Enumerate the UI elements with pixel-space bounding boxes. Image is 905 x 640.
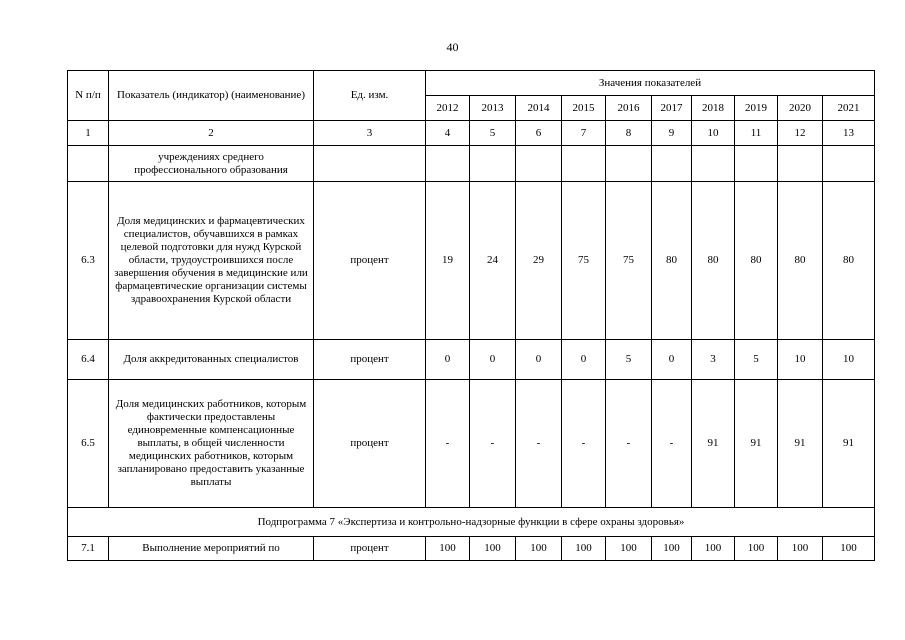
row-value: 75 <box>562 182 606 340</box>
row-value: 91 <box>823 380 875 508</box>
table-row <box>68 537 875 561</box>
row-number: 6.3 <box>68 182 109 340</box>
row-value <box>516 146 562 182</box>
row-number: 6.4 <box>68 340 109 380</box>
year-header: 2021 <box>823 96 875 121</box>
subprogram-row <box>68 508 875 537</box>
row-value: 100 <box>562 537 606 561</box>
column-number: 9 <box>652 121 692 146</box>
row-unit: процент <box>314 537 426 561</box>
indicators-table <box>67 70 875 561</box>
row-indicator-name: учреждениях среднего профессионального образования <box>109 146 314 182</box>
row-value: 0 <box>426 340 470 380</box>
year-header: 2014 <box>516 96 562 121</box>
row-value: 100 <box>426 537 470 561</box>
row-value: 80 <box>735 182 778 340</box>
column-number: 6 <box>516 121 562 146</box>
header-num: N п/п <box>68 71 109 121</box>
row-value <box>823 146 875 182</box>
row-value: 0 <box>470 340 516 380</box>
column-number: 7 <box>562 121 606 146</box>
row-value: 10 <box>778 340 823 380</box>
row-unit <box>314 146 426 182</box>
row-value: 91 <box>778 380 823 508</box>
row-value <box>735 146 778 182</box>
column-number: 13 <box>823 121 875 146</box>
row-value: 10 <box>823 340 875 380</box>
row-value: - <box>562 380 606 508</box>
column-number: 10 <box>692 121 735 146</box>
column-number: 11 <box>735 121 778 146</box>
row-value: 91 <box>735 380 778 508</box>
year-header: 2012 <box>426 96 470 121</box>
column-number: 4 <box>426 121 470 146</box>
row-value: 80 <box>778 182 823 340</box>
year-header: 2019 <box>735 96 778 121</box>
row-value: 80 <box>692 182 735 340</box>
row-value <box>562 146 606 182</box>
year-header: 2016 <box>606 96 652 121</box>
row-value <box>652 146 692 182</box>
row-value: 5 <box>735 340 778 380</box>
table-row <box>68 340 875 380</box>
table-row <box>68 146 875 182</box>
row-value: 100 <box>606 537 652 561</box>
header-indicator: Показатель (индикатор) (наименование) <box>109 71 314 121</box>
row-value: 0 <box>516 340 562 380</box>
row-number: 7.1 <box>68 537 109 561</box>
row-indicator-name: Выполнение мероприятий по <box>109 537 314 561</box>
row-value: 24 <box>470 182 516 340</box>
row-value: 0 <box>562 340 606 380</box>
row-value: 0 <box>652 340 692 380</box>
row-value: 100 <box>735 537 778 561</box>
row-unit: процент <box>314 182 426 340</box>
row-value: 80 <box>823 182 875 340</box>
year-header: 2015 <box>562 96 606 121</box>
row-value <box>778 146 823 182</box>
header-unit: Ед. изм. <box>314 71 426 121</box>
row-value: - <box>652 380 692 508</box>
row-value: 100 <box>652 537 692 561</box>
row-value: - <box>606 380 652 508</box>
row-value: 75 <box>606 182 652 340</box>
column-number: 8 <box>606 121 652 146</box>
row-value: 3 <box>692 340 735 380</box>
row-value <box>692 146 735 182</box>
row-number: 6.5 <box>68 380 109 508</box>
row-value <box>426 146 470 182</box>
column-number: 1 <box>68 121 109 146</box>
row-value: 5 <box>606 340 652 380</box>
year-header: 2018 <box>692 96 735 121</box>
row-value: 80 <box>652 182 692 340</box>
row-indicator-name: Доля медицинских работников, которым фактически предоставлены единовременные компенсационные выплаты, в общей численности медицинских работников, которым запланировано предоставить указанные выплаты <box>109 380 314 508</box>
year-header: 2013 <box>470 96 516 121</box>
column-number: 3 <box>314 121 426 146</box>
table-row <box>68 182 875 340</box>
row-indicator-name: Доля медицинских и фармацевтических специалистов, обучавшихся в рамках целевой подготовки для нужд Курской области, трудоустроившихся после завершения обучения в медицинские или фармацевтические организации системы здравоохранения Курской области <box>109 182 314 340</box>
row-unit: процент <box>314 340 426 380</box>
row-value: - <box>516 380 562 508</box>
column-number: 5 <box>470 121 516 146</box>
row-value: - <box>426 380 470 508</box>
row-value <box>606 146 652 182</box>
row-unit: процент <box>314 380 426 508</box>
table-row <box>68 380 875 508</box>
row-value: 100 <box>778 537 823 561</box>
row-value: - <box>470 380 516 508</box>
row-value <box>470 146 516 182</box>
column-number: 2 <box>109 121 314 146</box>
header-values-title: Значения показателей <box>426 71 875 96</box>
row-value: 100 <box>516 537 562 561</box>
row-value: 29 <box>516 182 562 340</box>
subprogram-title: Подпрограмма 7 «Экспертиза и контрольно-надзорные функции в сфере охраны здоровья» <box>68 508 875 537</box>
year-header: 2017 <box>652 96 692 121</box>
row-value: 19 <box>426 182 470 340</box>
row-indicator-name: Доля аккредитованных специалистов <box>109 340 314 380</box>
year-header: 2020 <box>778 96 823 121</box>
row-number <box>68 146 109 182</box>
row-value: 100 <box>692 537 735 561</box>
row-value: 91 <box>692 380 735 508</box>
page-number: 40 <box>446 40 459 54</box>
column-number: 12 <box>778 121 823 146</box>
row-value: 100 <box>470 537 516 561</box>
row-value: 100 <box>823 537 875 561</box>
